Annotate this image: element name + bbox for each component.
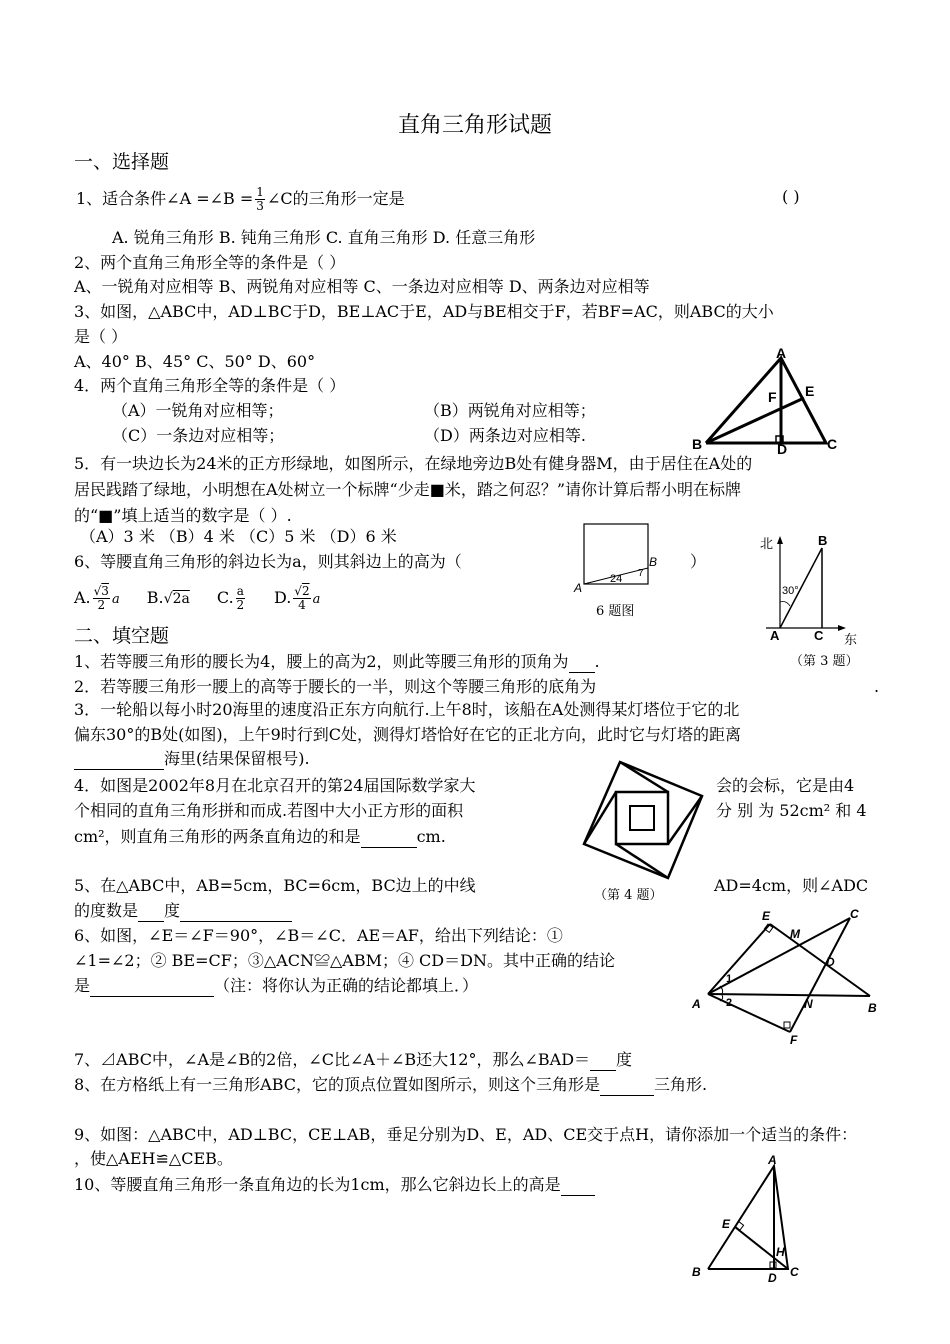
fill-7 (74, 1049, 632, 1071)
fill-3-line2: 偏东30°的B处(如图)，上午9时行到C处，测得灯塔恰好在它的正北方向，此时它与灯塔的距离 (74, 725, 742, 744)
label-30deg: 30° (782, 585, 799, 597)
question-1 (76, 186, 405, 213)
label-c: C (827, 436, 838, 452)
option-d-radicand: 2 (301, 584, 310, 598)
label-fig6-f: F (790, 1033, 798, 1046)
fill-7-blank[interactable] (590, 1052, 616, 1071)
question-1-fraction (255, 186, 265, 213)
option-c-fraction (236, 585, 245, 612)
label-d: D (777, 441, 788, 454)
label-ship-c: C (814, 628, 824, 643)
question-5-options: （A）3 米 （B）4 米 （C）5 米 （D）6 米 (80, 527, 397, 546)
triangle-altitude-figure (688, 346, 844, 454)
question-2-stem: 2、两个直角三角形全等的条件是（ ） (74, 253, 346, 272)
fill-8-blank[interactable] (600, 1077, 654, 1096)
fill-7-unit: 度 (616, 1050, 633, 1069)
label-ship-b: B (818, 533, 828, 548)
label-fig6-m: M (790, 927, 800, 941)
fill-1-blank[interactable] (569, 654, 595, 673)
fill-4-unit: cm. (416, 827, 446, 846)
label-fig9-c: C (790, 1265, 799, 1279)
question-4-stem: 4．两个直角三角形全等的条件是（ ） (74, 376, 346, 395)
label-fig6-e: E (762, 909, 771, 923)
fraction-denominator: 3 (256, 199, 264, 213)
label-sq-24: 24 (610, 573, 623, 585)
fill-9-line2: ，使△AEH≌△CEB。 (74, 1149, 233, 1168)
option-a-variable: a (111, 592, 120, 607)
question-4-option-c: （C）一条边对应相等； (112, 426, 285, 445)
page-title: 直角三角形试题 (397, 113, 552, 138)
option-b-radicand: 2a (172, 591, 190, 607)
fill-8-text: 8、在方格纸上有一三角形ABC，它的顶点位置如图所示，则这个三角形是 (74, 1075, 601, 1094)
label-north: 北 (760, 536, 774, 551)
label-fig6-c: C (850, 907, 859, 921)
label-b: B (692, 436, 703, 452)
question-6-options (74, 580, 320, 618)
option-d-variable: a (312, 592, 321, 607)
fill-4-line1b: 会的会标，它是由4 (716, 776, 855, 795)
question-3-line1: 3、如图，△ABC中，AD⊥BC于D，BE⊥AC于E，AD与BE相交于F，若BF=AC，则ABC的大小 (74, 302, 774, 321)
label-fig6-angle1: 1 (726, 973, 733, 985)
fill-3-line1: 3．一轮船以每小时20海里的速度沿正东方向航行.上午8时，该船在A处测得某灯塔位于它的北 (74, 700, 740, 719)
fill-8-end: 三角形. (654, 1075, 708, 1094)
label-f: F (768, 389, 777, 405)
label-fig9-d: D (768, 1271, 777, 1285)
label-fig6-d: D (826, 955, 835, 969)
fill-4-line1a: 4．如图是2002年8月在北京召开的第24届国际数学家大 (74, 776, 476, 795)
option-a-denominator: 2 (97, 598, 106, 612)
label-a: A (776, 346, 787, 361)
option-d-denominator: 4 (298, 598, 306, 612)
label-east: 东 (844, 632, 858, 647)
fill-5-line2 (74, 900, 292, 922)
fill-4-line3-text: cm²，则直角三角形的两条直角边的和是 (74, 827, 361, 846)
option-a-numerator: √3 (93, 584, 109, 598)
label-e: E (805, 383, 815, 399)
option-c-denominator: 2 (236, 598, 245, 612)
fill-5-blank[interactable] (138, 903, 164, 922)
ship-bearing-figure (752, 532, 862, 650)
label-fig6-a: A (692, 997, 701, 1011)
label-fig6-n: N (804, 997, 813, 1011)
orthocenter-triangle-figure (688, 1154, 812, 1286)
question-3-line2: 是（ ） (74, 327, 128, 346)
option-d-label: D. (273, 588, 292, 607)
label-fig6-b: B (868, 1001, 877, 1015)
fill-5-unit: 度 (164, 901, 181, 920)
fill-6-blank[interactable] (90, 978, 214, 997)
fill-4-blank[interactable] (361, 829, 417, 848)
label-fig6-angle2: 2 (726, 997, 733, 1009)
question-5-line1: 5．有一块边长为24米的正方形绿地，如图所示，在绿地旁边B处有健身器M，由于居住在A处的 (74, 454, 753, 473)
label-sq-a: A (574, 581, 583, 595)
figure-4-caption: （第 4 题） (594, 888, 663, 903)
question-6-stem: 6、等腰直角三角形的斜边长为a，则其斜边上的高为（ (74, 552, 462, 571)
fill-5-line2-text: 的度数是 (74, 901, 139, 920)
label-fig9-h: H (776, 1245, 785, 1259)
question-1-suffix: ∠C的三角形一定是 (266, 189, 405, 208)
label-sq-b: B (649, 555, 658, 569)
fill-2-end: . (874, 677, 880, 696)
fill-10-blank[interactable] (561, 1177, 595, 1196)
option-c-label: C. (216, 588, 234, 607)
fill-3-end: 海里(结果保留根号). (164, 749, 310, 768)
question-4-option-b: （B）两锐角对应相等； (424, 401, 596, 420)
option-a-radicand: 3 (101, 584, 109, 598)
option-d-fraction (293, 585, 310, 612)
question-1-answer-paren: ( ) (782, 187, 800, 206)
option-a-fraction (93, 585, 110, 612)
fill-6-line3-text: 是 (74, 976, 91, 995)
fill-1 (74, 651, 600, 673)
fill-9-line1: 9、如图：△ABC中，AD⊥BC，CE⊥AB，垂足分别为D、E，AD、CE交于点H，请你添加一个适当的条件： (74, 1125, 858, 1144)
question-1-options: A. 锐角三角形 B. 钝角三角形 C. 直角三角形 D. 任意三角形 (112, 228, 536, 247)
option-d-numerator: √2 (294, 584, 310, 598)
section-fill-heading: 二、填空题 (74, 625, 170, 647)
fill-8 (74, 1074, 707, 1096)
fill-5-line1a: 5、在△ABC中，AB=5cm，BC=6cm，BC边上的中线 (74, 876, 476, 895)
figure-6-caption: 6 题图 (596, 604, 635, 619)
fill-10 (74, 1174, 595, 1196)
question-6-paren-close: ） (690, 552, 707, 571)
label-sq-7: 7 (638, 568, 644, 579)
label-fig9-a: A (768, 1154, 777, 1167)
fill-4-line2a: 个相同的直角三角形拼和而成.若图中大小正方形的面积 (74, 801, 464, 820)
question-1-prefix: 1、适合条件∠A =∠B = (76, 189, 254, 208)
fill-5-line1b: AD=4cm，则∠ADC (714, 876, 869, 895)
fill-1-text: 1、若等腰三角形的腰长为4，腰上的高为2，则此等腰三角形的顶角为 (74, 652, 569, 671)
fill-4-line2b: 分 别 为 52cm² 和 4 (716, 801, 867, 820)
question-5-line2: 居民践踏了绿地，小明想在A处树立一个标牌“少走■米，踏之何忍？”请你计算后帮小明在标牌 (74, 480, 742, 499)
fill-3-line3 (74, 748, 310, 770)
section-choice-heading: 一、选择题 (74, 151, 170, 173)
pinwheel-square-figure (576, 758, 706, 882)
fill-6-line2: ∠1=∠2；② BE=CF；③△ACN≌△ABM；④ CD＝DN。其中正确的结论 (74, 951, 615, 970)
question-5-line3: 的“■”填上适当的数字是（ ）. (74, 506, 292, 525)
fill-5-trailing-line (180, 903, 292, 922)
fill-3-blank[interactable] (74, 751, 164, 770)
question-3-options: A、40° B、45° C、50° D、60° (74, 352, 316, 371)
fill-10-text: 10、等腰直角三角形一条直角边的长为1cm，那么它斜边长上的高是 (74, 1175, 561, 1194)
option-b-label: B. (146, 588, 164, 607)
fill-2-text: 2．若等腰三角形一腰上的高等于腰长的一半，则这个等腰三角形的底角为 (74, 677, 597, 696)
figure-3-caption: （第 3 题） (790, 654, 859, 669)
fill-1-end: . (594, 652, 600, 671)
fill-6-line1: 6、如图，∠E＝∠F＝90°，∠B＝∠C．AE＝AF，给出下列结论：① (74, 926, 563, 945)
question-2-options: A、一锐角对应相等 B、两锐角对应相等 C、一条边对应相等 D、两条边对应相等 (74, 277, 650, 296)
question-4-option-a: （A）一锐角对应相等； (112, 401, 284, 420)
fraction-numerator: 1 (256, 185, 264, 199)
label-fig9-b: B (692, 1265, 701, 1279)
option-a-label: A. (74, 588, 91, 607)
square-lawn-figure (566, 518, 666, 600)
congruent-triangles-figure (688, 906, 882, 1046)
fill-6-note: （注：将你认为正确的结论都填上．） (214, 976, 479, 995)
label-ship-a: A (770, 628, 780, 643)
label-fig9-e: E (722, 1217, 731, 1231)
fill-7-text: 7、⊿ABC中，∠A是∠B的2倍，∠C比∠A＋∠B还大12°，那么∠BAD＝ (74, 1050, 591, 1069)
option-b-value: √2a (163, 591, 190, 607)
question-4-option-d: （D）两条边对应相等. (424, 426, 586, 445)
option-c-numerator: a (236, 584, 244, 598)
fill-4-line3 (74, 826, 446, 848)
fill-6-line3 (74, 975, 478, 997)
